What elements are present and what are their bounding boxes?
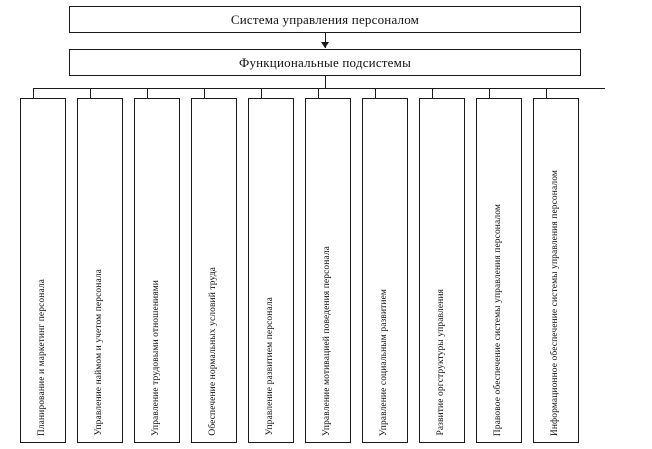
subsystem-label-8: Развитие оргструктуры управления bbox=[436, 289, 447, 436]
subsystem-label-10: Информационное обеспечение системы управления персоналом bbox=[550, 169, 561, 436]
subsystem-box-1 bbox=[20, 98, 66, 443]
drop-line-2 bbox=[90, 88, 91, 98]
subsystem-label-9: Правовое обеспечение системы управления персоналом bbox=[493, 203, 504, 436]
subsystem-box-2 bbox=[77, 98, 123, 443]
subsystem-label-6: Управление мотивацией поведения персонала bbox=[322, 245, 333, 436]
subsystem-box-5 bbox=[248, 98, 294, 443]
subsystem-label-2: Управление наймом и учетом персонала bbox=[94, 269, 105, 436]
root-node-label: Система управления персоналом bbox=[230, 11, 420, 27]
subsystem-label-7: Управление социальным развитием bbox=[379, 288, 390, 436]
bus-line bbox=[33, 88, 605, 89]
second-node-label: Функциональные подсистемы bbox=[238, 54, 412, 70]
arrow-root-to-second-icon bbox=[321, 42, 329, 48]
root-node-system-upravleniya-personalom bbox=[69, 6, 581, 33]
subsystem-label-1: Планирование и маркетинг персонала bbox=[37, 278, 48, 436]
subsystem-box-6 bbox=[305, 98, 351, 443]
drop-line-7 bbox=[375, 88, 376, 98]
subsystem-label-5: Управление развитием персонала bbox=[265, 297, 276, 436]
subsystem-label-4: Обеспечение нормальных условий труда bbox=[208, 267, 219, 436]
second-node-funkcionalnye-podsistemy bbox=[69, 49, 581, 76]
subsystem-label-3: Управление трудовыми отношениями bbox=[151, 280, 162, 436]
drop-line-3 bbox=[147, 88, 148, 98]
subsystem-box-7 bbox=[362, 98, 408, 443]
subsystem-box-4 bbox=[191, 98, 237, 443]
subsystem-box-8 bbox=[419, 98, 465, 443]
drop-line-5 bbox=[261, 88, 262, 98]
subsystem-box-3 bbox=[134, 98, 180, 443]
connector-second-to-bus bbox=[325, 76, 326, 88]
drop-line-8 bbox=[432, 88, 433, 98]
drop-line-1 bbox=[33, 88, 34, 98]
drop-line-4 bbox=[204, 88, 205, 98]
subsystem-box-9 bbox=[476, 98, 522, 443]
drop-line-6 bbox=[318, 88, 319, 98]
subsystem-box-10 bbox=[533, 98, 579, 443]
drop-line-9 bbox=[489, 88, 490, 98]
drop-line-10 bbox=[546, 88, 547, 98]
